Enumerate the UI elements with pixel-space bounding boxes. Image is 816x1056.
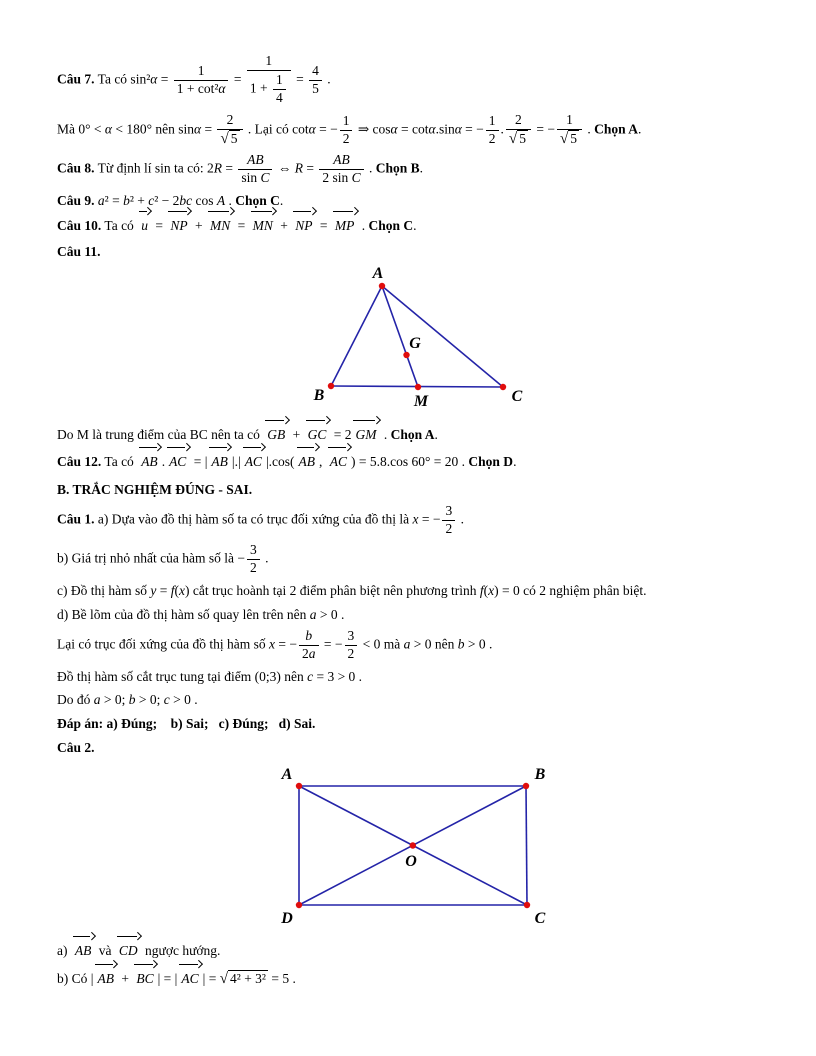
text-run: = xyxy=(302,160,318,176)
text-run: 2 sin xyxy=(322,170,352,186)
text-run: |.| xyxy=(231,453,241,469)
paragraph-cau-12 xyxy=(57,450,772,475)
text-run: 2 xyxy=(445,521,453,537)
text-run: ² + xyxy=(129,193,149,209)
vector-gm: GM xyxy=(353,423,378,448)
vector-gb: GB xyxy=(265,423,287,448)
text-run: = − xyxy=(532,121,555,137)
text-run: 3 xyxy=(249,542,257,558)
label-d: D xyxy=(280,910,293,928)
fraction-denominator xyxy=(506,129,531,149)
text-run: + xyxy=(289,426,304,442)
fraction-denominator xyxy=(238,169,272,187)
text-run: 5 xyxy=(230,130,238,146)
text-run: . xyxy=(225,193,236,209)
fraction xyxy=(217,112,242,149)
text-run: . xyxy=(583,121,595,137)
label-c: C xyxy=(511,388,522,406)
label-b: B xyxy=(534,766,545,784)
paragraph-cau-10 xyxy=(57,214,772,239)
fraction-numerator xyxy=(174,63,229,80)
text-run: d) Bề lõm của đồ thị hàm số quay lên trên nên xyxy=(57,606,310,622)
text-run: . xyxy=(358,217,369,233)
math-variable: x xyxy=(179,582,186,598)
fraction-numerator xyxy=(217,112,242,129)
point-a xyxy=(378,283,384,289)
radicand xyxy=(229,130,240,147)
text-run: ngược hướng. xyxy=(141,942,221,958)
text-run: b) Giá trị nhỏ nhất của hàm số là − xyxy=(57,550,245,566)
text-run: cos xyxy=(192,193,217,209)
square-root xyxy=(509,130,528,149)
text-run: . xyxy=(457,511,464,527)
math-variable: α xyxy=(390,121,398,137)
radicand xyxy=(568,130,579,147)
vector-ac: AC xyxy=(167,450,188,475)
math-variable: α xyxy=(150,71,158,87)
vector-bc: BC xyxy=(134,967,155,992)
text-run: 3 xyxy=(347,628,355,644)
fraction xyxy=(486,113,499,148)
text-run: Ta có xyxy=(101,217,138,233)
text-run: < 180° nên sin xyxy=(111,121,194,137)
vector-ac: AC xyxy=(328,450,349,475)
text-run: = − xyxy=(461,121,484,137)
text-run: c) Đồ thị hàm số xyxy=(57,582,151,598)
text-run: = xyxy=(151,217,167,233)
text-run: 2 xyxy=(347,646,355,661)
paragraph-cau-1b xyxy=(57,541,772,578)
bold-text-run: Câu 8. xyxy=(57,160,95,176)
paragraph-cau-2b xyxy=(57,966,772,994)
vector-ab: AB xyxy=(209,450,230,475)
math-variable: AB xyxy=(333,152,350,168)
fraction xyxy=(174,63,229,98)
radicand xyxy=(228,970,268,987)
text-run: . xyxy=(261,550,269,566)
text-run: = − xyxy=(315,121,338,137)
figure-rectangle xyxy=(57,760,772,937)
text-run: > 0 nên xyxy=(410,636,458,652)
text-run: ) = 5.8.cos 60° = 20 . xyxy=(351,453,469,469)
fraction-denominator xyxy=(309,80,322,98)
math-variable: x xyxy=(488,582,495,598)
paragraph-cau-7 xyxy=(57,52,772,109)
math-variable: α xyxy=(194,121,202,137)
text-run: Mà 0° < xyxy=(57,121,105,137)
math-variable: R xyxy=(213,160,222,176)
text-run: < 0 mà xyxy=(359,636,404,652)
square-root xyxy=(220,130,239,149)
math-variable: y xyxy=(150,582,157,598)
text-run: . xyxy=(638,121,642,137)
text-run: ) cắt trục hoành tại 2 điểm phân biệt nên phương trình xyxy=(185,582,480,598)
text-run: = xyxy=(316,217,331,233)
text-run: = − xyxy=(275,636,298,652)
text-run: Ta có xyxy=(101,453,138,469)
fraction-denominator xyxy=(299,645,319,663)
point-c xyxy=(523,902,529,908)
text-run: ² = xyxy=(104,193,124,209)
text-run: 1 xyxy=(566,111,573,127)
paragraph-do-do xyxy=(57,689,772,711)
text-run: sin xyxy=(241,170,261,186)
point-b xyxy=(522,783,528,789)
fraction-denominator xyxy=(247,70,291,108)
text-run: a) Dựa vào đồ thị hàm số ta có trục đối xứng của đồ thị là xyxy=(94,511,413,527)
fraction xyxy=(247,542,260,577)
paragraph-cau-1d xyxy=(57,604,772,626)
bold-text-run: Đáp án: a) Đúng; b) Sai; c) Đúng; d) Sai. xyxy=(57,716,316,732)
text-run: 5 xyxy=(312,80,319,96)
vector-ac: AC xyxy=(179,967,200,992)
label-a: A xyxy=(281,766,292,784)
fraction-numerator xyxy=(486,113,499,130)
fraction-numerator xyxy=(557,112,582,129)
bold-text-run: Chọn C xyxy=(235,193,280,209)
text-run: 2 xyxy=(302,646,309,661)
text-run: Do đó xyxy=(57,692,94,708)
square-root xyxy=(560,130,579,149)
label-o: O xyxy=(404,853,417,871)
point-c xyxy=(499,384,505,390)
point-b xyxy=(327,383,333,389)
point-g xyxy=(403,352,409,358)
bold-text-run: Chọn B xyxy=(375,160,420,176)
math-variable: c xyxy=(148,193,155,209)
fraction-numerator xyxy=(340,113,353,130)
text-run: 2 xyxy=(249,560,257,576)
label-m: M xyxy=(413,393,428,411)
vector-mp: MP xyxy=(333,214,357,239)
paragraph-ma xyxy=(57,111,772,150)
text-run: . xyxy=(380,426,391,442)
text-run: 2 xyxy=(342,130,350,146)
text-run: = − xyxy=(320,636,343,652)
text-run: + xyxy=(191,217,206,233)
fraction-denominator xyxy=(442,520,455,538)
fraction xyxy=(557,112,582,149)
fraction xyxy=(442,503,455,538)
fraction xyxy=(309,63,322,98)
paragraph-dap-an xyxy=(57,713,772,735)
math-variable: b xyxy=(457,636,465,652)
text-run: . xyxy=(513,453,517,469)
fraction xyxy=(273,72,286,107)
text-run: a) xyxy=(57,942,71,958)
fraction-denominator xyxy=(174,80,229,98)
text-run: Lại có trục đối xứng của đồ thị hàm số xyxy=(57,636,270,652)
point-a xyxy=(295,783,301,789)
segment-ab xyxy=(331,286,382,386)
text-run: + xyxy=(117,970,133,986)
math-variable: C xyxy=(260,170,270,186)
vector-mn: MN xyxy=(208,214,232,239)
text-run: . xyxy=(323,71,331,87)
text-run: = xyxy=(156,582,171,598)
vector-ab: AB xyxy=(297,450,318,475)
math-variable: a xyxy=(403,636,411,652)
text-run: ) = 0 có 2 nghiệm phân biệt. xyxy=(494,582,647,598)
point-d xyxy=(295,902,301,908)
fraction-denominator xyxy=(557,129,582,149)
vector-ab: AB xyxy=(73,939,94,964)
text-run: ⇒ cos xyxy=(354,121,391,137)
fraction-numerator xyxy=(247,53,291,70)
text-run: = 2 xyxy=(330,426,352,442)
fraction-numerator xyxy=(506,112,531,129)
bold-text-run: Chọn D xyxy=(468,453,514,469)
paragraph-cau-2 xyxy=(57,737,772,759)
fraction-numerator xyxy=(273,72,286,89)
text-run: 4 xyxy=(275,89,283,105)
paragraph-cau-2a xyxy=(57,939,772,964)
math-variable: A xyxy=(216,193,226,209)
text-run: 1 xyxy=(197,62,205,78)
text-run: 1 xyxy=(275,71,283,87)
text-run: = − xyxy=(418,511,441,527)
fraction-denominator xyxy=(319,169,363,187)
bold-text-run: Câu 7. xyxy=(57,71,95,87)
fraction-numerator xyxy=(299,628,319,645)
fraction-denominator xyxy=(340,130,353,148)
math-variable: AB xyxy=(247,152,264,168)
text-run: |.cos( xyxy=(265,453,295,469)
text-run: = xyxy=(201,121,216,137)
text-run: . xyxy=(161,453,166,469)
vector-ab: AB xyxy=(139,450,160,475)
text-run: 4 xyxy=(312,62,319,78)
text-run: = | xyxy=(190,453,208,469)
text-run: + xyxy=(276,217,292,233)
fraction xyxy=(299,628,319,663)
paragraph-lai-co xyxy=(57,627,772,664)
text-run: 3 xyxy=(445,503,453,519)
bold-text-run: Chọn A xyxy=(390,426,435,442)
text-run: 1 + xyxy=(249,80,271,96)
vector-np: NP xyxy=(168,214,189,239)
math-variable: α xyxy=(454,121,462,137)
text-run: 4² + 3² xyxy=(230,970,266,986)
math-variable: α xyxy=(308,121,316,137)
text-run: > 0; xyxy=(100,692,129,708)
text-run: ( xyxy=(174,582,180,598)
bold-text-run: Chọn C xyxy=(368,217,414,233)
text-run: = cot xyxy=(397,121,429,137)
fraction-denominator xyxy=(486,130,499,148)
math-variable: α xyxy=(428,121,436,137)
paragraph-do-m xyxy=(57,423,772,448)
paragraph-cau-1a xyxy=(57,502,772,539)
bold-text-run: Câu 10. xyxy=(57,217,102,233)
paragraph-do-thi xyxy=(57,666,772,688)
math-variable: b xyxy=(128,692,136,708)
math-variable: f xyxy=(479,582,484,598)
text-run: . xyxy=(419,160,424,176)
text-run: ⇔ xyxy=(274,160,295,176)
text-run: = xyxy=(234,217,249,233)
paragraph-cau-1c xyxy=(57,580,772,602)
paragraph-cau-8 xyxy=(57,151,772,188)
math-variable: bc xyxy=(179,193,193,209)
vector-mn: MN xyxy=(251,214,275,239)
fraction-denominator xyxy=(217,129,242,149)
fraction-denominator xyxy=(273,89,286,107)
square-root xyxy=(220,966,268,994)
text-run: .sin xyxy=(435,121,455,137)
text-run: . xyxy=(500,121,504,137)
text-run: 1 xyxy=(342,112,350,128)
bold-text-run: Câu 9. xyxy=(57,193,95,209)
text-run: 5 xyxy=(519,130,526,146)
text-run: = 3 > 0 . xyxy=(313,668,363,684)
label-a: A xyxy=(372,265,383,283)
vector-u: u xyxy=(139,214,150,239)
text-run: Do M là trung điểm của BC nên ta có xyxy=(57,426,264,442)
text-run: > 0 . xyxy=(464,636,493,652)
math-variable: b xyxy=(123,193,130,209)
fraction xyxy=(340,113,353,148)
text-run: 1 xyxy=(488,112,496,128)
vector-np: NP xyxy=(293,214,314,239)
fraction xyxy=(247,53,291,108)
fraction xyxy=(319,152,363,187)
text-run: = xyxy=(221,160,237,176)
text-run: = xyxy=(157,71,172,87)
bold-text-run: Chọn A xyxy=(594,121,639,137)
text-run: Đồ thị hàm số cắt trục tung tại điểm (0;3) nên xyxy=(57,668,308,684)
fraction-numerator xyxy=(345,628,358,645)
section-heading-b xyxy=(57,479,772,501)
text-run: 2 xyxy=(515,111,522,127)
triangle-diagram xyxy=(300,264,530,414)
fraction-numerator xyxy=(309,63,322,80)
fraction-numerator xyxy=(238,152,272,169)
bold-text-run: Câu 2. xyxy=(57,739,95,755)
text-run: 1 + cot² xyxy=(176,80,219,96)
fraction-numerator xyxy=(319,152,363,169)
paragraph-cau-9 xyxy=(57,190,772,212)
text-run: Từ định lí sin ta có: 2 xyxy=(94,160,214,176)
bold-text-run: Câu 11. xyxy=(57,243,101,259)
math-variable: c xyxy=(307,668,314,684)
text-run: Ta có sin² xyxy=(94,71,151,87)
text-run: ( xyxy=(483,582,489,598)
math-variable: b xyxy=(305,628,313,644)
radicand xyxy=(517,130,528,147)
figure-triangle xyxy=(57,264,772,421)
label-b: B xyxy=(313,387,324,405)
fraction-numerator xyxy=(442,503,455,520)
point-o xyxy=(409,843,415,849)
math-variable: f xyxy=(170,582,175,598)
math-variable: a xyxy=(308,646,316,661)
math-variable: R xyxy=(294,160,303,176)
rectangle-diagram xyxy=(260,760,570,930)
math-variable: a xyxy=(309,606,317,622)
text-run: . xyxy=(413,217,417,233)
text-run: > 0; xyxy=(135,692,164,708)
label-c: C xyxy=(534,910,545,928)
text-run: 2 xyxy=(488,130,496,146)
fraction xyxy=(238,152,272,187)
text-run: > 0 . xyxy=(316,606,345,622)
text-run: b) Có | xyxy=(57,970,94,986)
text-run: | = | xyxy=(157,970,178,986)
point-m xyxy=(414,384,420,390)
vector-ab: AB xyxy=(95,967,116,992)
text-run: 5 xyxy=(570,130,577,146)
math-variable: C xyxy=(351,170,361,186)
bold-text-run: Câu 12. xyxy=(57,453,102,469)
math-variable: c xyxy=(163,692,170,708)
bold-text-run: Câu 1. xyxy=(57,511,95,527)
math-variable: α xyxy=(218,80,226,96)
text-run: = 5 . xyxy=(267,970,296,986)
label-g: G xyxy=(408,335,421,353)
fraction-denominator xyxy=(345,645,358,663)
math-variable: a xyxy=(97,193,105,209)
fraction-denominator xyxy=(247,559,260,577)
paragraph-cau-11 xyxy=(57,241,772,263)
text-run: > 0 . xyxy=(169,692,198,708)
fraction xyxy=(345,628,358,663)
vector-cd: CD xyxy=(117,939,140,964)
fraction xyxy=(506,112,531,149)
text-run: . Lại có cot xyxy=(244,121,309,137)
math-variable: x xyxy=(412,511,419,527)
text-run: , xyxy=(319,453,326,469)
text-run: = xyxy=(230,71,245,87)
text-run: . xyxy=(434,426,438,442)
text-run: . xyxy=(279,193,284,209)
math-variable: x xyxy=(269,636,276,652)
text-run: 1 xyxy=(265,53,273,68)
vector-gc: GC xyxy=(306,423,329,448)
fraction-numerator xyxy=(247,542,260,559)
text-run: . xyxy=(365,160,376,176)
text-run: | = xyxy=(202,970,220,986)
segment-bc xyxy=(526,786,527,905)
vector-ac: AC xyxy=(243,450,264,475)
text-run: ² − 2 xyxy=(154,193,180,209)
text-run: = xyxy=(292,71,308,87)
bold-text-run: B. TRẮC NGHIỆM ĐÚNG - SAI. xyxy=(57,481,253,497)
text-run: 2 xyxy=(226,111,234,127)
text-run: và xyxy=(95,942,115,958)
math-variable: α xyxy=(104,121,112,137)
math-variable: a xyxy=(93,692,101,708)
